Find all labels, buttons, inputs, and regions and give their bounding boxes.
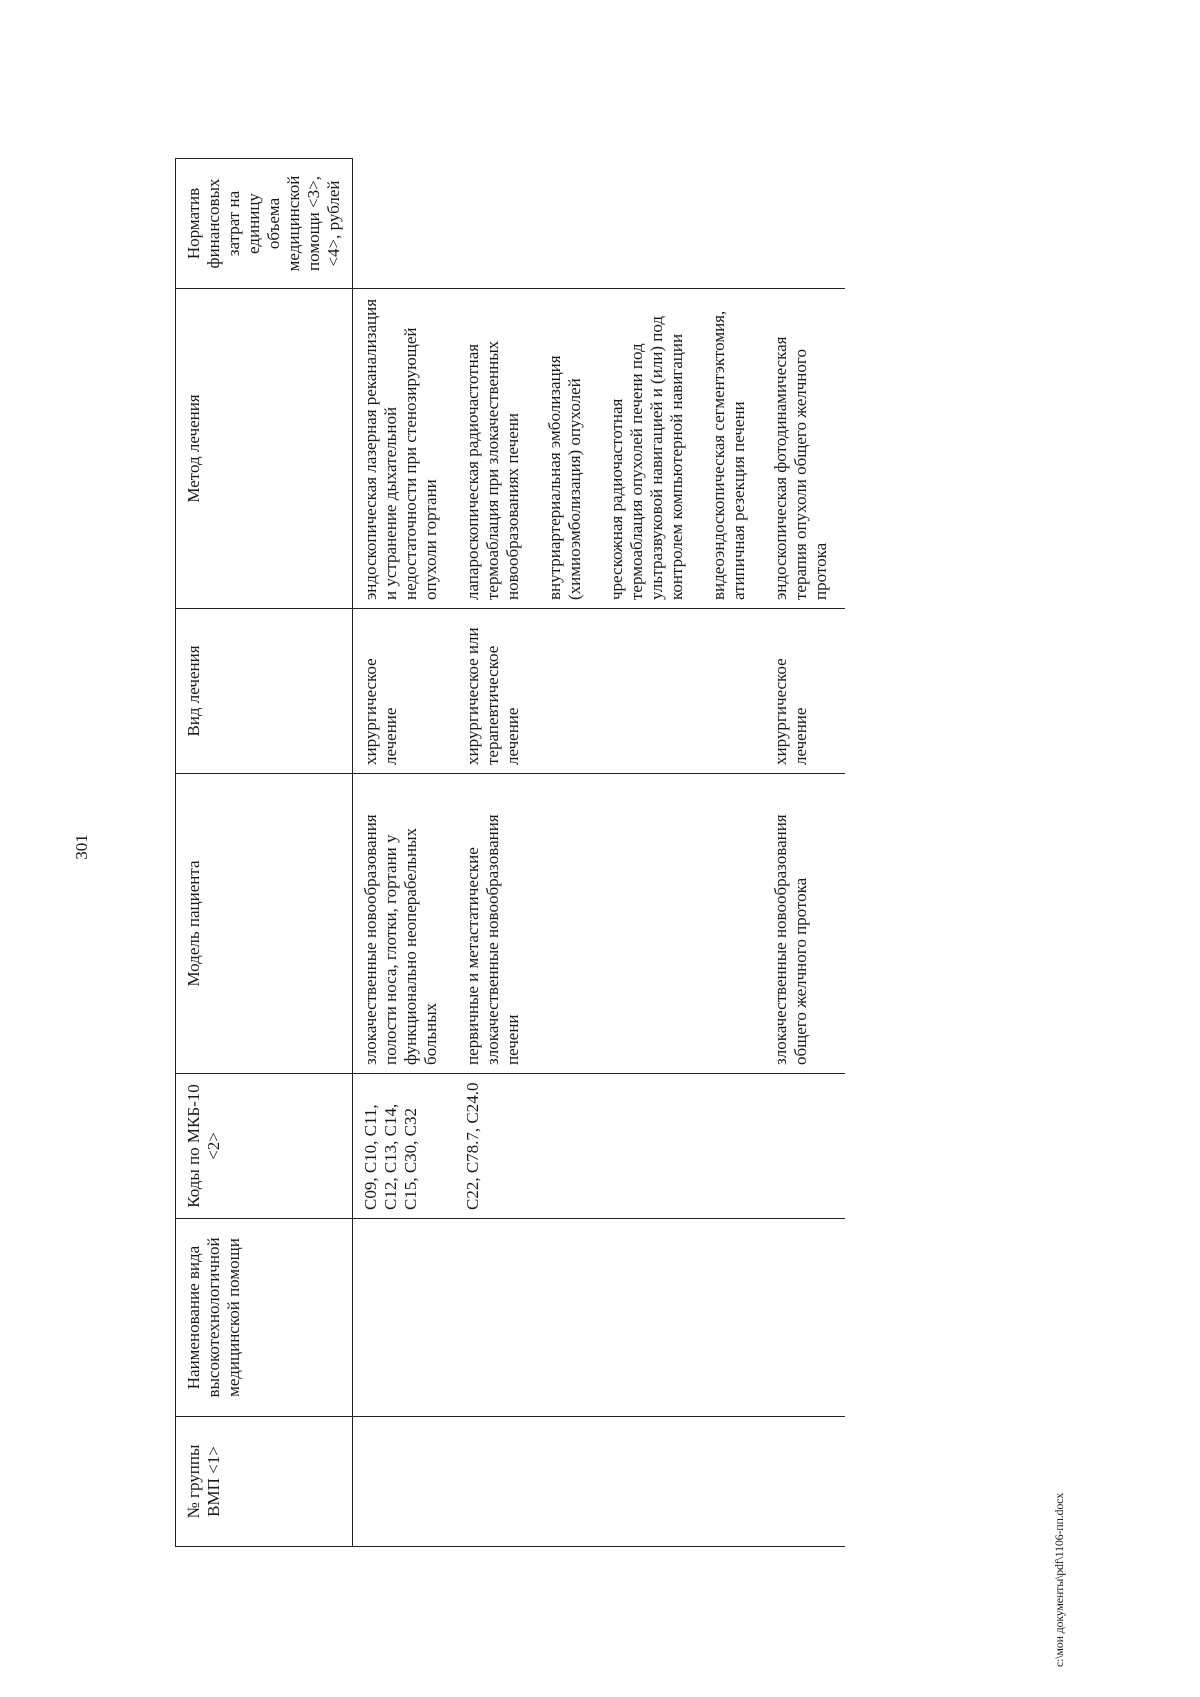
- vmp-table: [175, 158, 845, 1547]
- header-care-type-name: Наименование вида высокотехнологичной медицинской помощи: [176, 1219, 353, 1417]
- header-cost-standard: Норматив финансовых затрат на единицу объема медицинской помощи <3>, <4>, рублей: [176, 159, 353, 289]
- cell-treatment-method: [763, 289, 845, 609]
- treatment-method-item: чрескожная радиочастотная термоаблация опухолей печени под ультразвуковой навигацией и (или) под контролем компьютерной навигации: [607, 315, 686, 600]
- cell-care-type-name: [763, 1219, 845, 1417]
- treatment-method-item: лапароскопическая радиочастотная термоаблация при злокачественных новообразованиях печени: [463, 340, 522, 600]
- table-row: [763, 159, 845, 1547]
- cell-cost-standard: [763, 159, 845, 289]
- cell-patient-model: злокачественные новообразования общего желчного протока: [763, 774, 845, 1074]
- treatment-method-item: внутриартериальная эмболизация (химиоэмболизация) опухолей: [545, 355, 584, 600]
- header-patient-model: Модель пациента: [176, 774, 353, 1074]
- header-treatment-type: Вид лечения: [176, 609, 353, 774]
- cell-treatment-type: хирургическое лечение: [763, 609, 845, 774]
- cell-care-type-name: [455, 1219, 763, 1417]
- cell-cost-standard: [353, 159, 456, 289]
- cell-icd-codes: [763, 1074, 845, 1219]
- treatment-method-item: эндоскопическая фотодинамическая терапия опухоли общего желчного протока: [771, 336, 830, 600]
- cell-cost-standard: [455, 159, 763, 289]
- cell-patient-model: злокачественные новообразования полости носа, глотки, гортани у функционально неоперабельных больных: [353, 774, 456, 1074]
- cell-group-number: [763, 1417, 845, 1547]
- footer-file-path: c:\мои документы\pdf\1106-пп.docx: [1052, 1492, 1066, 1667]
- header-treatment-method: Метод лечения: [176, 289, 353, 609]
- treatment-method-item: видеоэндоскопическая сегментэктомия, атипичная резекция печени: [709, 310, 748, 600]
- cell-treatment-type: хирургическое лечение: [353, 609, 456, 774]
- header-icd-codes: Коды по МКБ-10 <2>: [176, 1074, 353, 1219]
- table-row: [455, 159, 763, 1547]
- table-row: [353, 159, 456, 1547]
- cell-icd-codes: C22, C78.7, C24.0: [455, 1074, 763, 1219]
- cell-group-number: [455, 1417, 763, 1547]
- cell-treatment-method: [353, 289, 456, 609]
- cell-icd-codes: C09, C10, C11, C12, C13, C14, C15, C30, C32: [353, 1074, 456, 1219]
- cell-treatment-type: хирургическое или терапевтическое лечение: [455, 609, 763, 774]
- table-header-row: [176, 159, 353, 1547]
- cell-group-number: [353, 1417, 456, 1547]
- treatment-method-item: эндоскопическая лазерная реканализация и устранение дыхательной недостаточности при стенозирующей опухоли гортани: [361, 298, 440, 600]
- cell-care-type-name: [353, 1219, 456, 1417]
- header-group-number: № группы ВМП <1>: [176, 1417, 353, 1547]
- cell-treatment-method: [455, 289, 763, 609]
- cell-patient-model: первичные и метастатические злокачественные новообразования печени: [455, 774, 763, 1074]
- page-number: 301: [72, 834, 91, 860]
